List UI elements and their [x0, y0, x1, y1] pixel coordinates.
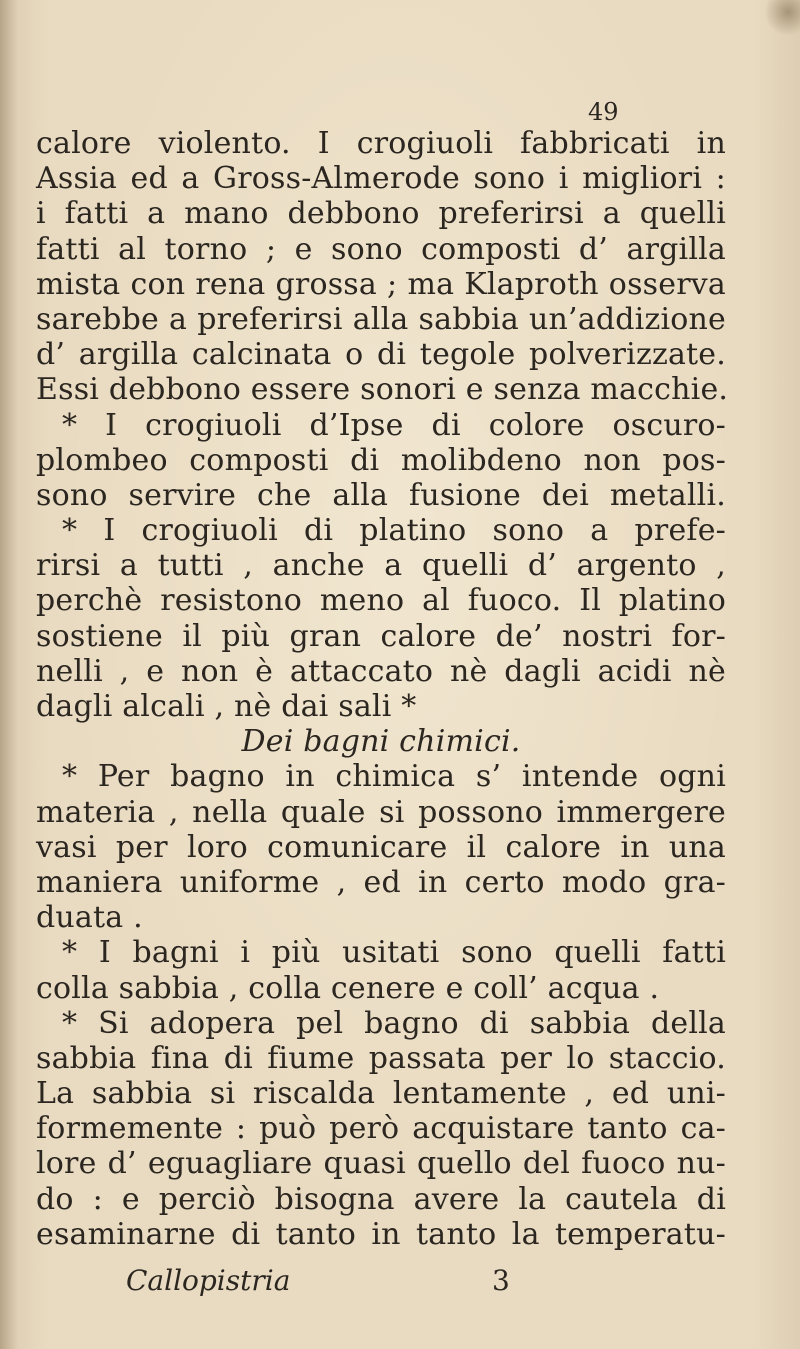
text-line: sabbia fina di fiume passata per lo staccio. [36, 1040, 726, 1076]
page-number: 49 [588, 98, 619, 126]
text-line: lore d’ eguagliare quasi quello del fuoco nu- [36, 1146, 726, 1182]
text-line: * I crogiuoli di platino sono a prefe- [62, 513, 726, 549]
body-text [36, 126, 729, 1298]
text-line: * Per bagno in chimica s’ intende ogni [62, 759, 726, 795]
text-line: sono servire che alla fusione dei metalli. [36, 477, 726, 513]
text-line: nelli , e non è attaccato nè dagli acidi nè [36, 653, 726, 689]
text-line: do : e perciò bisogna avere la cautela di [36, 1181, 726, 1217]
text-line: * I bagni i più usitati sono quelli fatti [62, 935, 726, 971]
text-line: materia , nella quale si possono immergere [36, 794, 726, 830]
text-line: maniera uniforme , ed in certo modo gra- [36, 864, 726, 900]
gutter-shadow [0, 0, 18, 1349]
text-line: fatti al torno ; e sono composti d’ argilla [36, 231, 726, 267]
text-line: plombeo composti di molibdeno non pos- [36, 442, 726, 478]
text-line: sostiene il più gran calore de’ nostri for- [36, 618, 726, 654]
text-line: perchè resistono meno al fuoco. Il platino [36, 583, 726, 619]
page-footer [72, 1264, 762, 1300]
footer-sheet-number: 3 [492, 1264, 510, 1298]
text-line: * Si adopera pel bagno di sabbia della [62, 1005, 726, 1041]
text-line: Assia ed a Gross-Almerode sono i migliori : [36, 161, 726, 197]
section-heading: Dei bagni chimici. [241, 724, 521, 760]
text-line: La sabbia si riscalda lentamente , ed uni- [36, 1076, 726, 1112]
text-line: esaminarne di tanto in tanto la temperatu- [36, 1216, 726, 1252]
text-line: dagli alcali , nè dai sali * [36, 689, 417, 724]
corner-stain [760, 0, 800, 40]
text-line: sarebbe a preferirsi alla sabbia un’addizione [36, 301, 726, 337]
text-line: d’ argilla calcinata o di tegole polverizzate. [36, 337, 726, 373]
text-line: vasi per loro comunicare il calore in una [36, 829, 726, 865]
footer-signature: Callopistria [126, 1264, 291, 1298]
text-line: formemente : può però acquistare tanto ca- [36, 1111, 726, 1147]
text-line: * I crogiuoli d’Ipse di colore oscuro- [62, 407, 726, 443]
text-line: calore violento. I crogiuoli fabbricati in [36, 126, 726, 161]
text-line: Essi debbono essere sonori e senza macchie. [36, 372, 729, 408]
text-line: mista con rena grossa ; ma Klaproth osserva [36, 266, 726, 302]
text-line: rirsi a tutti , anche a quelli d’ argento , [36, 548, 726, 584]
text-line: i fatti a mano debbono preferirsi a quelli [36, 196, 726, 232]
text-line: duata . [36, 900, 143, 936]
text-line: colla sabbia , colla cenere e coll’ acqua . [36, 970, 660, 1006]
